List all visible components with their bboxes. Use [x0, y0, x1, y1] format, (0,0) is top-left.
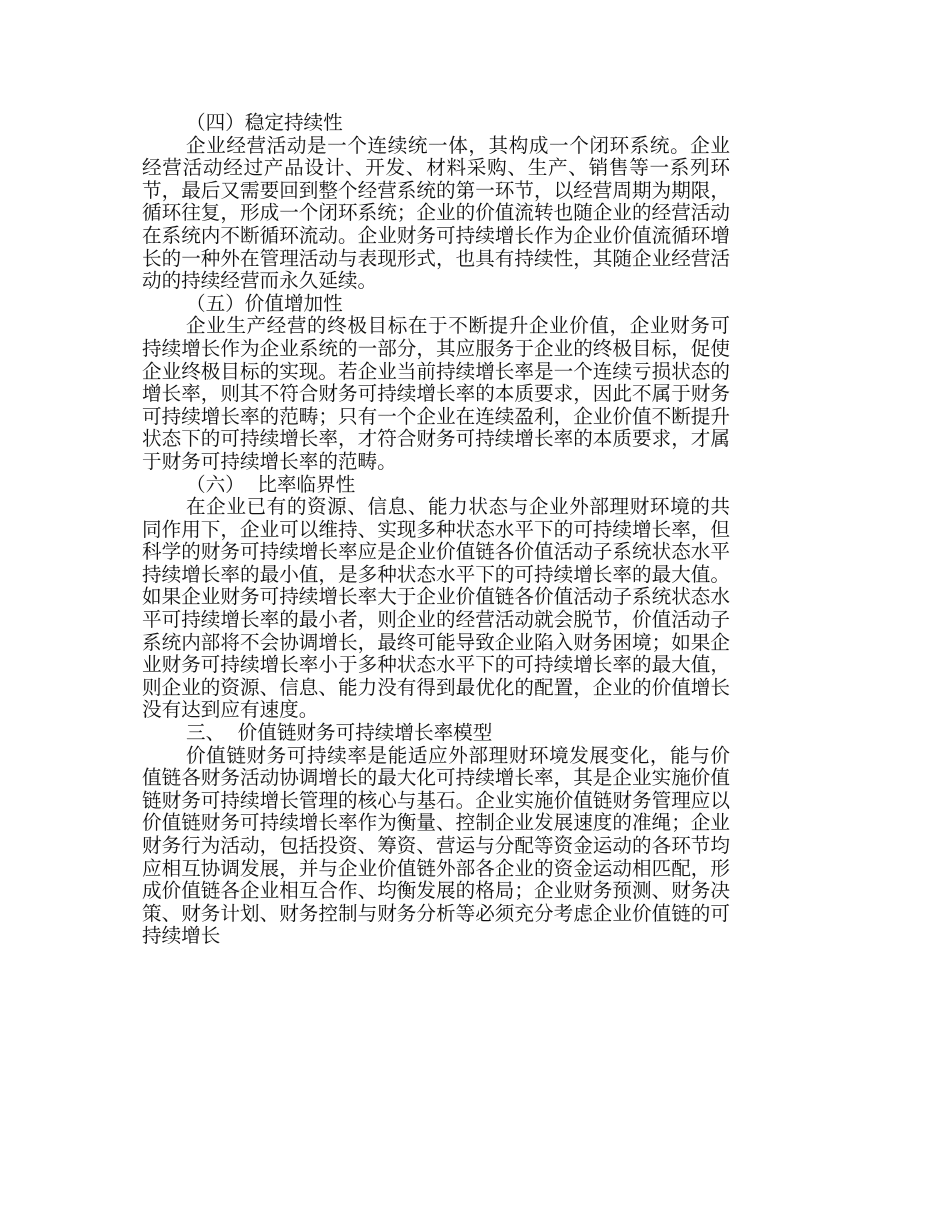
section-heading-value-added: （五）价值增加性	[186, 291, 343, 315]
section-body-value-added: 企业生产经营的终极目标在于不断提升企业价值，企业财务可持续增长作为企业系统的一部分，其应服务于企业的终极目标，促使企业终极目标的实现。若企业当前持续增长率是一个连续亏损状态的增长率，则其不符合财务可持续增长率的本质要求，因此不属于财务可持续增长率的范畴；只有一个企业在连续盈利，企业价值不断提升状态下的可持续增长率，才符合财务可持续增长率的本质要求，才属于财务可持续增长率的范畴。	[142, 314, 730, 473]
section-heading-ratio-critical: （六） 比率临界性	[186, 472, 356, 496]
section-body-ratio-critical: 在企业已有的资源、信息、能力状态与企业外部理财环境的共同作用下，企业可以维持、实现多种状态水平下的可持续增长率，但科学的财务可持续增长率应是企业价值链各价值活动子系统状态水平持续增长率的最小值，是多种状态水平下的可持续增长率的最大值。如果企业财务可持续增长率大于企业价值链各价值活动子系统状态水平可持续增长率的最小者，则企业的经营活动就会脱节，价值活动子系统内部将不会协调增长，最终可能导致企业陷入财务困境；如果企业财务可持续增长率小于多种状态水平下的可持续增长率的最大值，则企业的资源、信息、能力没有得到最优化的配置，企业的价值增长没有达到应有速度。	[142, 495, 730, 722]
section-heading-stability: （四）稳定持续性	[186, 111, 343, 134]
part-heading-model: 三、 价值链财务可持续增长率模型	[186, 721, 493, 745]
section-body-stability: 企业经营活动是一个连续统一体，其构成一个闭环系统。企业经营活动经过产品设计、开发、材料采购、生产、销售等一系列环节，最后又需要回到整个经营系统的第一环节，以经营周期为期限，循环往复，形成一个闭环系统；企业的价值流转也随企业的经营活动在系统内不断循环流动。企业财务可持续增长作为企业价值流循环增长的一种外在管理活动与表现形式，也具有持续性，其随企业经营活动的持续经营而永久延续。	[142, 133, 730, 293]
document-page	[142, 112, 730, 948]
part-body-model: 价值链财务可持续率是能适应外部理财环境发展变化，能与价值链各财务活动协调增长的最大化可持续增长率，其是企业实施价值链财务可持续增长管理的核心与基石。企业实施价值链财务管理应以价值链财务可持续增长率作为衡量、控制企业发展速度的准绳；企业财务行为活动，包括投资、筹资、营运与分配等资金运动的各环节均应相互协调发展，并与企业价值链外部各企业的资金运动相匹配，形成价值链各企业相互合作、均衡发展的格局；企业财务预测、财务决策、财务计划、财务控制与财务分析等必须充分考虑企业价值链的可持续增长	[142, 743, 730, 948]
